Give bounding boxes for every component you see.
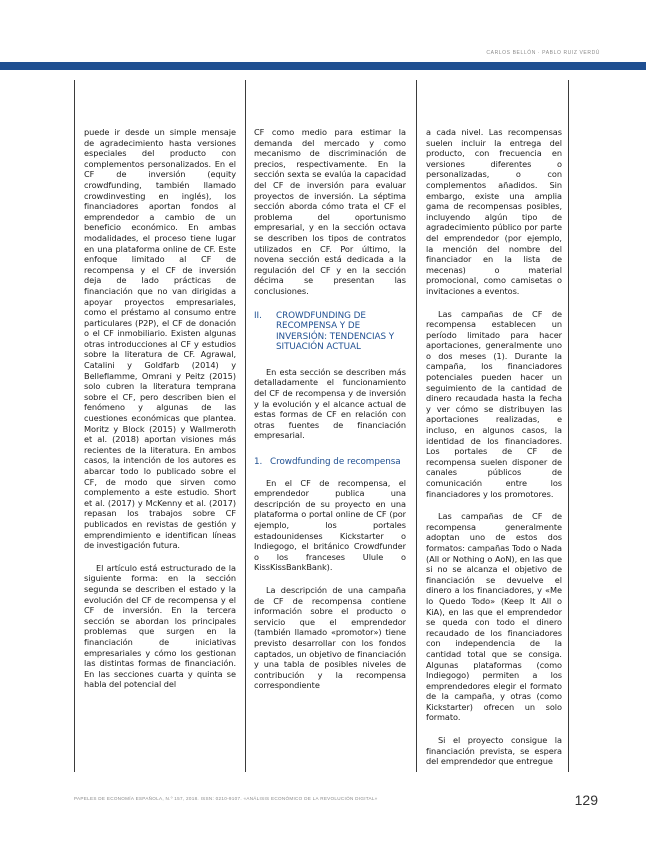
column-right [426,127,562,767]
column-rule-middle-right [416,80,417,772]
paragraph: En el CF de recompensa, el emprendedor publica una descripción de su proyecto en una plataforma o portal online de CF (por ejemplo, los portales estadounidenses Kickstarter o Indiegogo, el británico Crowdfunder o los franceses Ulule o KissKissBankBank). [254,477,406,573]
paragraph: En esta sección se describen más detalladamente el funcionamiento del CF de recompensa y de inversión y la evolución y el alcance actual de estas formas de CF en relación con otras fuentes de financiación empresarial. [254,366,406,441]
paragraph: La descripción de una campaña de CF de recompensa contiene información sobre el producto o servicio que el emprendedor (también llamado «promotor») tiene previsto desarrollar con los fondos captados, un objetivo de financiación y una tabla de posibles niveles de contribución y la recompensa correspondiente [254,584,406,691]
paragraph: El artículo está estructurado de la siguiente forma: en la sección segunda se describen el estado y la evolución del CF de recompensa y el CF de inversión. En la tercera sección se abordan los principales problemas que surgen en la financiación de iniciativas empresariales y cómo los gestionan las distintas formas de financiación. En las secciones cuarta y quinta se habla del potencial del [84,562,236,690]
paragraph: Las campañas de CF de recompensa generalmente adoptan uno de estos dos formatos: campañas Todo o Nada (All or Nothing o AoN), en las que si no se alcanza el objetivo de financiación se devuelve el dinero a los financiadores, y «Me lo Quedo Todo» (Keep It All o KiA), en las que el emprendedor se queda con todo el dinero recaudado de los financiadores con independencia de la cantidad total que se consiga. Algunas plataformas (como Indiegogo) permiten a los emprendedores elegir el formato de la campaña, y otras (como Kickstarter) ofrecen un solo formato. [426,511,562,723]
paragraph: CF como medio para estimar la demanda del mercado y como mecanismo de discriminación de precios, respectivamente. En la sección sexta se evalúa la capacidad del CF de inversión para evaluar proyectos de inversión. La séptima sección aborda cómo trata el CF el problema del oportunismo empresarial, y en la sección octava se describen los tipos de contratos utilizados en CF. Por último, la novena sección está dedicada a la regulación del CF y en la sección décima se presentan las conclusiones. [254,127,406,296]
page-number: 129 [574,792,598,808]
paragraph: Si el proyecto consigue la financiación prevista, se espera del emprendedor que entregue [426,735,562,767]
text-frame [74,80,568,772]
column-rule-right [568,80,569,772]
paragraph: Las campañas de CF de recompensa establecen un período limitado para hacer aportaciones, generalmente uno o dos meses (1). Durante la campaña, los financiadores potenciales pueden hacer un seguimiento de la cantidad de dinero recaudada hasta la fecha y ver cómo se distribuyen las aportaciones realizadas, e incluso, en algunos casos, la identidad de los financiadores. Los portales de CF de recompensa suelen disponer de canales públicos de comunicación entre los financiadores y los promotores. [426,308,562,499]
column-rule-left [74,80,75,772]
section-title: CROWDFUNDING DE RECOMPENSA Y DE INVERSIÓN: TENDENCIAS Y SITUACIÓN ACTUAL [276,310,395,353]
column-rule-middle-left [245,80,246,772]
paragraph: a cada nivel. Las recompensas suelen incluir la entrega del producto, con frecuencia en versiones diferentes o personalizadas, o con complementos añadidos. Sin embargo, existe una amplia gama de recompensas posibles, incluyendo algún tipo de agradecimiento público por parte del emprendedor (por ejemplo, la mención del nombre del financiador en la lista de mecenas) o material promocional, como camisetas o invitaciones a eventos. [426,127,562,296]
subsection-number: 1. [254,457,263,468]
subsection-heading [254,457,406,468]
section-heading [254,311,406,353]
column-left [84,127,236,690]
paragraph: puede ir desde un simple mensaje de agradecimiento hasta versiones especiales del producto con complementos personalizados. En el CF de inversión (equity crowdfunding, también llamado crowdinvesting en inglés), los financiadores aportan fondos al emprendedor a cambio de un beneficio económico. En ambas modalidades, el proceso tiene lugar en una plataforma online de CF. Este enfoque limitado al CF de recompensa y el CF de inversión deja de lado prácticas de financiación que no van dirigidas a apoyar proyectos empresariales, como el préstamo al consumo entre particulares (P2P), el CF de donación o el CF inmobiliario. Existen algunas otras introducciones al CF y estudios sobre la literatura de CF. Agrawal, Catalini y Goldfarb (2014) y Belleflamme, Omrani y Peitz (2015) solo cubren la literatura temprana sobre el CF, pero describen bien el fenómeno y algunas de las cuestiones económicas que plantea. Moritz y Block (2015) y Wallmeroth et al. (2018) aportan visiones más recientes de la literatura. En ambos casos, la intención de los autores es abarcar todo lo publicado sobre el CF, de modo que sirven como complemento a este estudio. Short et al. (2017) y McKenny et al. (2017) repasan los trabajos sobre CF publicados en revistas de gestión y emprendimiento e identifican líneas de investigación futura. [84,127,236,551]
footer-citation: PAPELES DE ECONOMÍA ESPAÑOLA, N.º 157, 2018. ISSN: 0210-9107. «ANÁLISIS ECONÓMICO DE LA REVOLUCIÓN DIGITAL» [74,796,378,801]
section-number: II. [254,310,262,321]
subsection-title: Crowdfunding de recompensa [270,457,401,468]
column-middle [254,127,406,691]
running-head: CARLOS BELLÓN · PABLO RUIZ VERDÚ [486,50,600,56]
header-band [0,62,646,70]
